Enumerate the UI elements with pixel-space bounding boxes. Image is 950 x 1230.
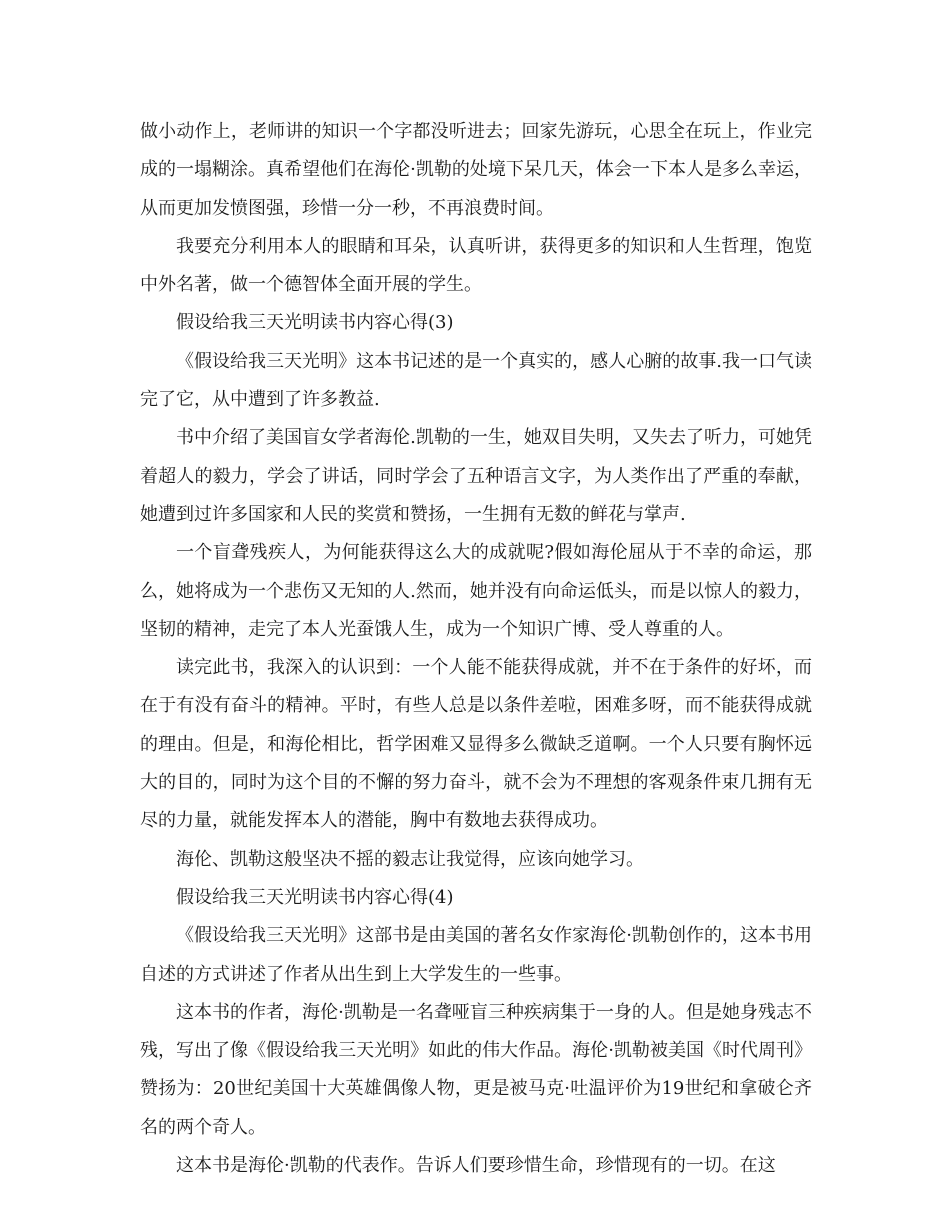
- paragraph: 《假设给我三天光明》这本书记述的是一个真实的，感人心腑的故事.我一口气读完了它，从中遭到了许多教益.: [140, 350, 812, 411]
- paragraph: 做小动作上，老师讲的知识一个字都没听进去；回家先游玩，心思全在玩上，作业完成的一塌糊涂。真希望他们在海伦·凯勒的处境下呆几天，体会一下本人是多么幸运，从而更加发愤图强，珍惜一分一秒，不再浪费时间。: [140, 121, 812, 219]
- paragraph: 书中介绍了美国盲女学者海伦.凯勒的一生，她双目失明，又失去了听力，可她凭着超人的毅力，学会了讲话，同时学会了五种语言文字，为人类作出了严重的奉献，她遭到过许多国家和人民的奖赏和赞扬，一生拥有无数的鲜花与掌声.: [140, 427, 812, 525]
- section-heading: 假设给我三天光明读书内容心得(3): [176, 312, 454, 334]
- paragraph: 我要充分利用本人的眼睛和耳朵，认真听讲，获得更多的知识和人生哲理，饱览中外名著，做一个德智体全面开展的学生。: [140, 235, 812, 296]
- paragraph: 这本书的作者，海伦·凯勒是一名聋哑盲三种疾病集于一身的人。但是她身残志不残，写出了像《假设给我三天光明》如此的伟大作品。海伦·凯勒被美国《时代周刊》赞扬为：20世纪美国十大英雄偶像人物，更是被马克·吐温评价为19世纪和拿破仑齐名的两个奇人。: [140, 1001, 812, 1138]
- paragraph: 这本书是海伦·凯勒的代表作。告诉人们要珍惜生命，珍惜现有的一切。在这: [176, 1155, 776, 1177]
- document-body: [140, 113, 812, 1185]
- paragraph: 海伦、凯勒这般坚决不摇的毅志让我觉得，应该向她学习。: [176, 848, 644, 870]
- paragraph: 《假设给我三天光明》这部书是由美国的著名女作家海伦·凯勒创作的，这本书用自述的方式讲述了作者从出生到上大学发生的一些事。: [140, 925, 812, 985]
- paragraph: 读完此书，我深入的认识到：一个人能不能获得成就，并不在于条件的好坏，而在于有没有奋斗的精神。平时，有些人总是以条件差啦，困难多呀，而不能获得成就的理由。但是，和海伦相比，哲学困难又显得多么微缺乏道啊。一个人只要有胸怀远大的目的，同时为这个目的不懈的努力奋斗，就不会为不理想的客观条件束几拥有无尽的力量，就能发挥本人的潜能，胸中有数地去获得成功。: [140, 657, 812, 832]
- paragraph: 一个盲聋残疾人，为何能获得这么大的成就呢?假如海伦屈从于不幸的命运，那么，她将成为一个悲伤又无知的人.然而，她并没有向命运低头，而是以惊人的毅力，坚韧的精神，走完了本人光蚕饿人生，成为一个知识广博、受人尊重的人。: [140, 542, 812, 640]
- section-heading: 假设给我三天光明读书内容心得(4): [176, 886, 454, 908]
